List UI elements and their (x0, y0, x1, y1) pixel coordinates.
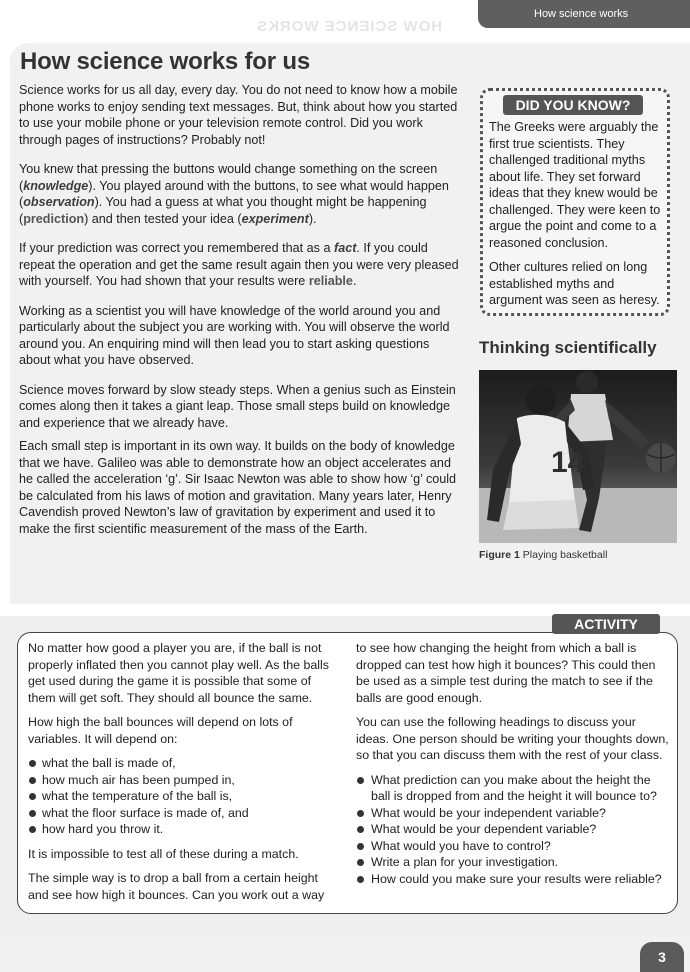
list-item: What would you have to control? (356, 838, 672, 855)
keyword-observation: observation (23, 195, 95, 209)
list-item: What prediction can you make about the height the ball is dropped from and the height it will bounce to? (356, 772, 672, 805)
variables-list (28, 755, 340, 838)
list-item: Write a plan for your investigation. (356, 854, 672, 871)
activity-right-p2: You can use the following headings to discuss your ideas. One person should be writing your thoughts down, so that you can discuss them with the rest of your class. (356, 715, 669, 762)
keyword-fact: fact (334, 241, 357, 255)
basketball-illustration (479, 370, 677, 543)
activity-right-column (356, 640, 672, 895)
main-body (19, 82, 459, 550)
activity-right-p1: to see how changing the height from which a ball is dropped can test how high it bounces? This could then be used as a simple test during the match to see if the balls are good enough. (356, 641, 656, 705)
did-you-know-p2: Other cultures relied on long established myths and argument was seen as heresy. (489, 260, 660, 307)
did-you-know-body (489, 119, 667, 317)
paragraph-fact: If your prediction was correct you remembered that as a fact. If you could repeat the operation and get the same result again then you were very pleased with yourself. You had shown that your results were reliable. (19, 241, 459, 288)
keyword-experiment: experiment (241, 211, 309, 226)
activity-left-p4: The simple way is to drop a ball from a certain height and see how high it bounces. Can you work out a way (28, 871, 325, 902)
section-tab: How science works (478, 0, 690, 28)
list-item: what the ball is made of, (28, 755, 340, 772)
list-item: What would be your dependent variable? (356, 821, 672, 838)
activity-left-column (28, 640, 340, 911)
jersey-number: 14 (551, 446, 585, 479)
keyword-prediction: prediction (23, 211, 85, 226)
list-item: what the temperature of the ball is, (28, 788, 340, 805)
paragraph-scientist: Working as a scientist you will have knowledge of the world around you and particularly about the subject you are working with. You will observe the world around you. An enquiring mind will then lead you to start asking questions about what you have observed. (19, 303, 450, 367)
activity-tab: ACTIVITY (552, 614, 660, 634)
list-item: how much air has been pumped in, (28, 772, 340, 789)
keyword-reliable: reliable (308, 274, 353, 288)
paragraph-history: Each small step is important in its own way. It builds on the body of knowledge that we have. Galileo was able to demonstrate how an object accelerates and he called the acceleration ‘g’. Sir Isaac Newton was able to show how ‘g’ could be calculated from his laws of motion and gravitation. Many years later, Henry Cavendish proved Newton’s law of gravitation by experiment and used it to make the first scientific measurement of the mass of the Earth. (19, 439, 457, 536)
headings-list (356, 772, 672, 888)
bottom-band (0, 936, 690, 972)
keyword-knowledge: knowledge (23, 178, 89, 193)
page-title: How science works for us (20, 48, 310, 75)
activity-left-p2: How high the ball bounces will depend on lots of variables. It will depend on: (28, 715, 293, 746)
paragraph-intro: Science works for us all day, every day. You do not need to know how a mobile phone works to enjoy sending text messages. But, think about how you started to use your mobile phone or your television remote control. Did you work through pages of instructions? Probably not! (19, 83, 458, 147)
list-item: what the floor surface is made of, and (28, 805, 340, 822)
list-item: What would be your independent variable? (356, 805, 672, 822)
page-number: 3 (640, 942, 684, 972)
did-you-know-title: DID YOU KNOW? (503, 95, 643, 115)
figure-caption: Figure 1 Playing basketball (479, 549, 608, 561)
paragraph-steps: Science moves forward by slow steady steps. When a genius such as Einstein comes along then it takes a giant leap. Those small steps build on knowledge and experience that we already have. (19, 382, 456, 430)
ghost-heading: HOW SCIENCE WORKS (256, 18, 443, 35)
did-you-know-p1: The Greeks were arguably the first true scientists. They challenged traditional myths about life. They set forward ideas that they knew would be challenged. They were keen to argue the point and come to a reasoned conclusion. (489, 120, 661, 250)
paragraph-knowledge: You knew that pressing the buttons would change something on the screen (knowledge). You played around with the buttons, to see what would happen (observation). You had a guess at what you thought might be happening (prediction) and then tested your idea (experiment). (19, 162, 449, 226)
activity-left-p3: It is impossible to test all of these during a match. (28, 846, 299, 861)
list-item: how hard you throw it. (28, 821, 340, 838)
activity-left-p1: No matter how good a player you are, if the ball is not properly inflated then you cannot play well. As the balls get used during the game it is possible that some of them will get soft. They should all bounce the same. (28, 641, 329, 705)
thinking-scientifically-heading: Thinking scientifically (479, 338, 657, 357)
basketball-photo (479, 370, 677, 543)
list-item: How could you make sure your results were reliable? (356, 871, 672, 888)
